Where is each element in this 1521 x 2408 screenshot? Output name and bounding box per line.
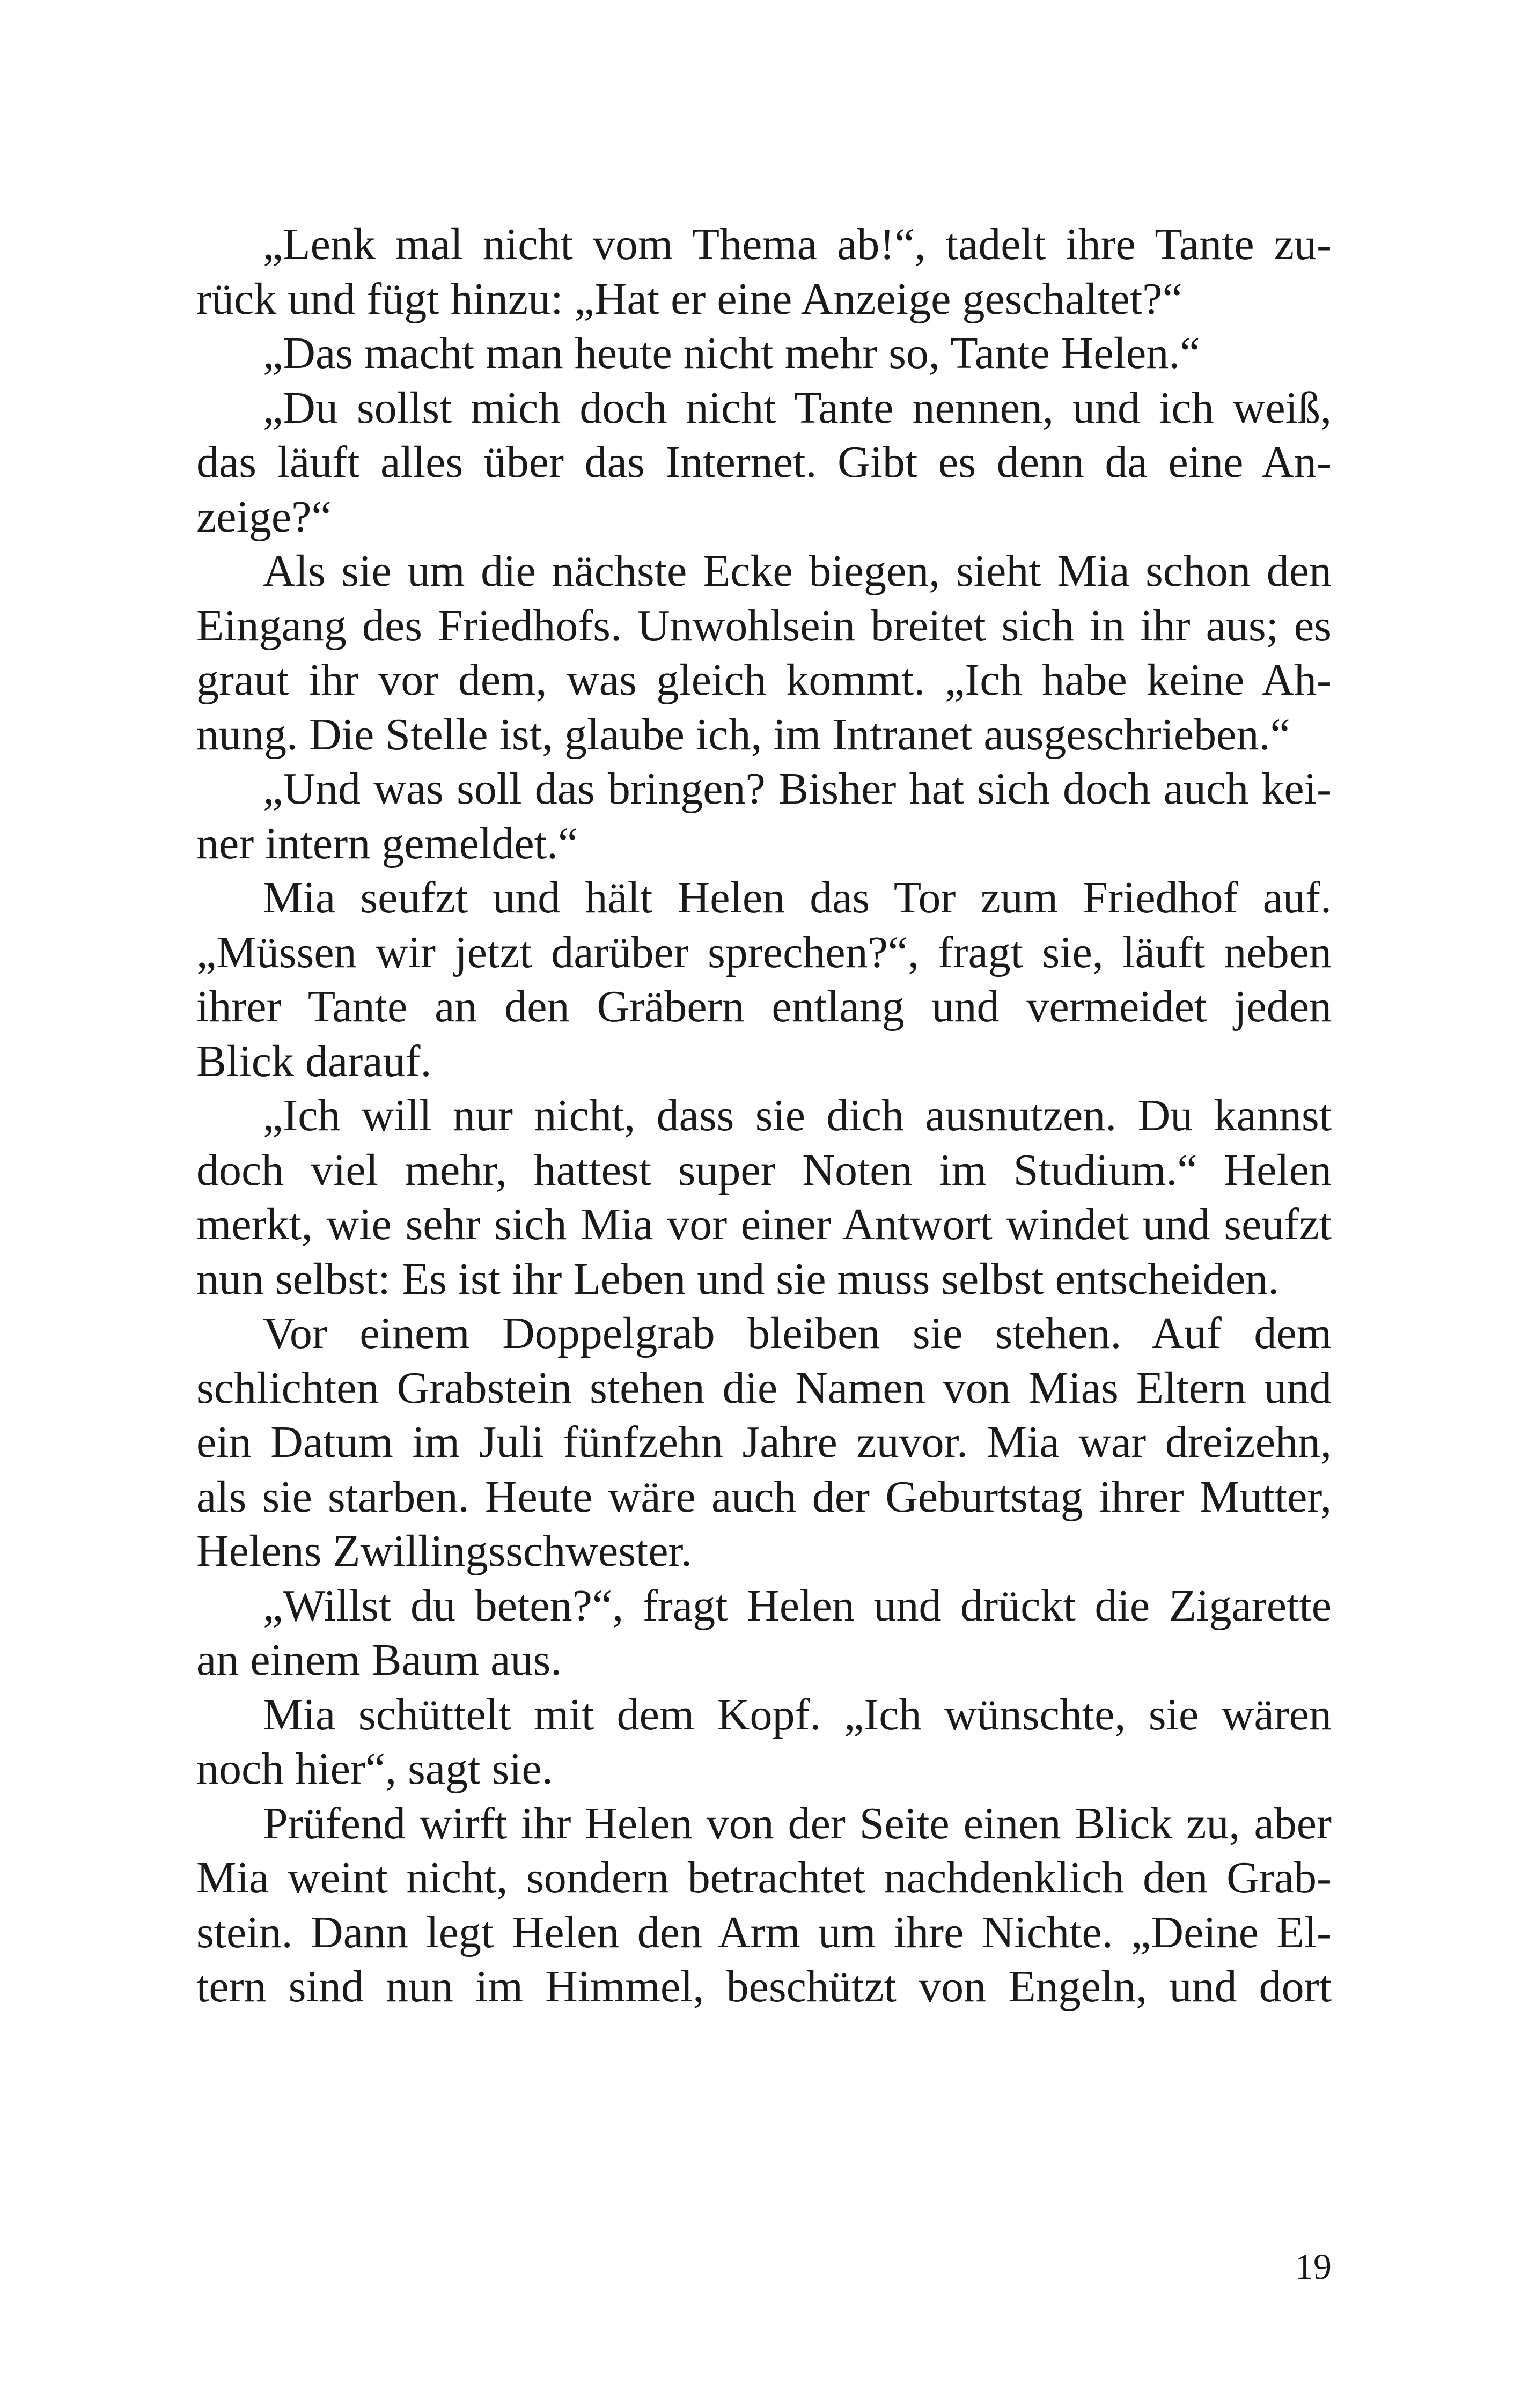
text-line: „Ich will nur nicht, dass sie dich ausnutzen. Du kannst xyxy=(263,1091,1332,1140)
text-line: tern sind nun im Himmel, beschützt von Engeln, und dort xyxy=(196,1962,1332,2012)
text-line: ihrer Tante an den Gräbern entlang und vermeidet jeden xyxy=(196,982,1332,1032)
text-line: stein. Dann legt Helen den Arm um ihre Nichte. „Deine El- xyxy=(196,1907,1332,1957)
text-line: merkt, wie sehr sich Mia vor einer Antwort windet und seufzt xyxy=(196,1199,1332,1249)
text-line: zeige?“ xyxy=(196,491,332,542)
text-line: Prüfend wirft ihr Helen von der Seite einen Blick zu, aber xyxy=(263,1798,1332,1849)
text-line: Mia weint nicht, sondern betrachtet nachdenklich den Grab- xyxy=(196,1853,1332,1903)
text-line: das läuft alles über das Internet. Gibt es denn da eine An- xyxy=(196,437,1332,487)
text-line: ner intern gemeldet.“ xyxy=(196,818,578,868)
text-line: „Willst du beten?“, fragt Helen und drückt die Zigarette xyxy=(263,1580,1332,1631)
text-line: nun selbst: Es ist ihr Leben und sie muss selbst entscheiden. xyxy=(196,1254,1280,1304)
text-line: an einem Baum aus. xyxy=(196,1635,562,1685)
body-text xyxy=(196,217,1332,2014)
text-line: rück und fügt hinzu: „Hat er eine Anzeige geschaltet?“ xyxy=(196,274,1182,324)
text-line: schlichten Grabstein stehen die Namen von Mias Eltern und xyxy=(196,1363,1332,1413)
text-line: „Lenk mal nicht vom Thema ab!“, tadelt ihre Tante zu- xyxy=(263,219,1332,269)
text-line: Mia seufzt und hält Helen das Tor zum Friedhof auf. xyxy=(263,873,1332,923)
text-line: doch viel mehr, hattest super Noten im Studium.“ Helen xyxy=(196,1145,1332,1195)
page-number: 19 xyxy=(1295,2246,1332,2287)
text-line: nung. Die Stelle ist, glaube ich, im Intranet ausgeschrieben.“ xyxy=(196,709,1290,760)
text-line: noch hier“, sagt sie. xyxy=(196,1744,553,1794)
text-line: ein Datum im Juli fünfzehn Jahre zuvor. Mia war dreizehn, xyxy=(196,1417,1332,1467)
text-line: „Das macht man heute nicht mehr so, Tante Helen.“ xyxy=(263,328,1200,378)
text-line: Helens Zwillingsschwester. xyxy=(196,1526,692,1576)
text-line: graut ihr vor dem, was gleich kommt. „Ich habe keine Ah- xyxy=(196,655,1332,705)
text-line: als sie starben. Heute wäre auch der Geburtstag ihrer Mutter, xyxy=(196,1471,1332,1522)
text-line: Eingang des Friedhofs. Unwohlsein breitet sich in ihr aus; es xyxy=(196,600,1332,651)
text-line: Vor einem Doppelgrab bleiben sie stehen. Auf dem xyxy=(263,1308,1332,1358)
text-line: „Du sollst mich doch nicht Tante nennen, und ich weiß, xyxy=(263,382,1332,433)
text-line: „Müssen wir jetzt darüber sprechen?“, fragt sie, läuft neben xyxy=(196,927,1332,977)
text-line: „Und was soll das bringen? Bisher hat sich doch auch kei- xyxy=(263,764,1332,814)
text-line: Blick darauf. xyxy=(196,1036,432,1086)
text-line: Als sie um die nächste Ecke biegen, sieht Mia schon den xyxy=(263,546,1332,596)
text-line: Mia schüttelt mit dem Kopf. „Ich wünschte, sie wären xyxy=(263,1689,1332,1740)
